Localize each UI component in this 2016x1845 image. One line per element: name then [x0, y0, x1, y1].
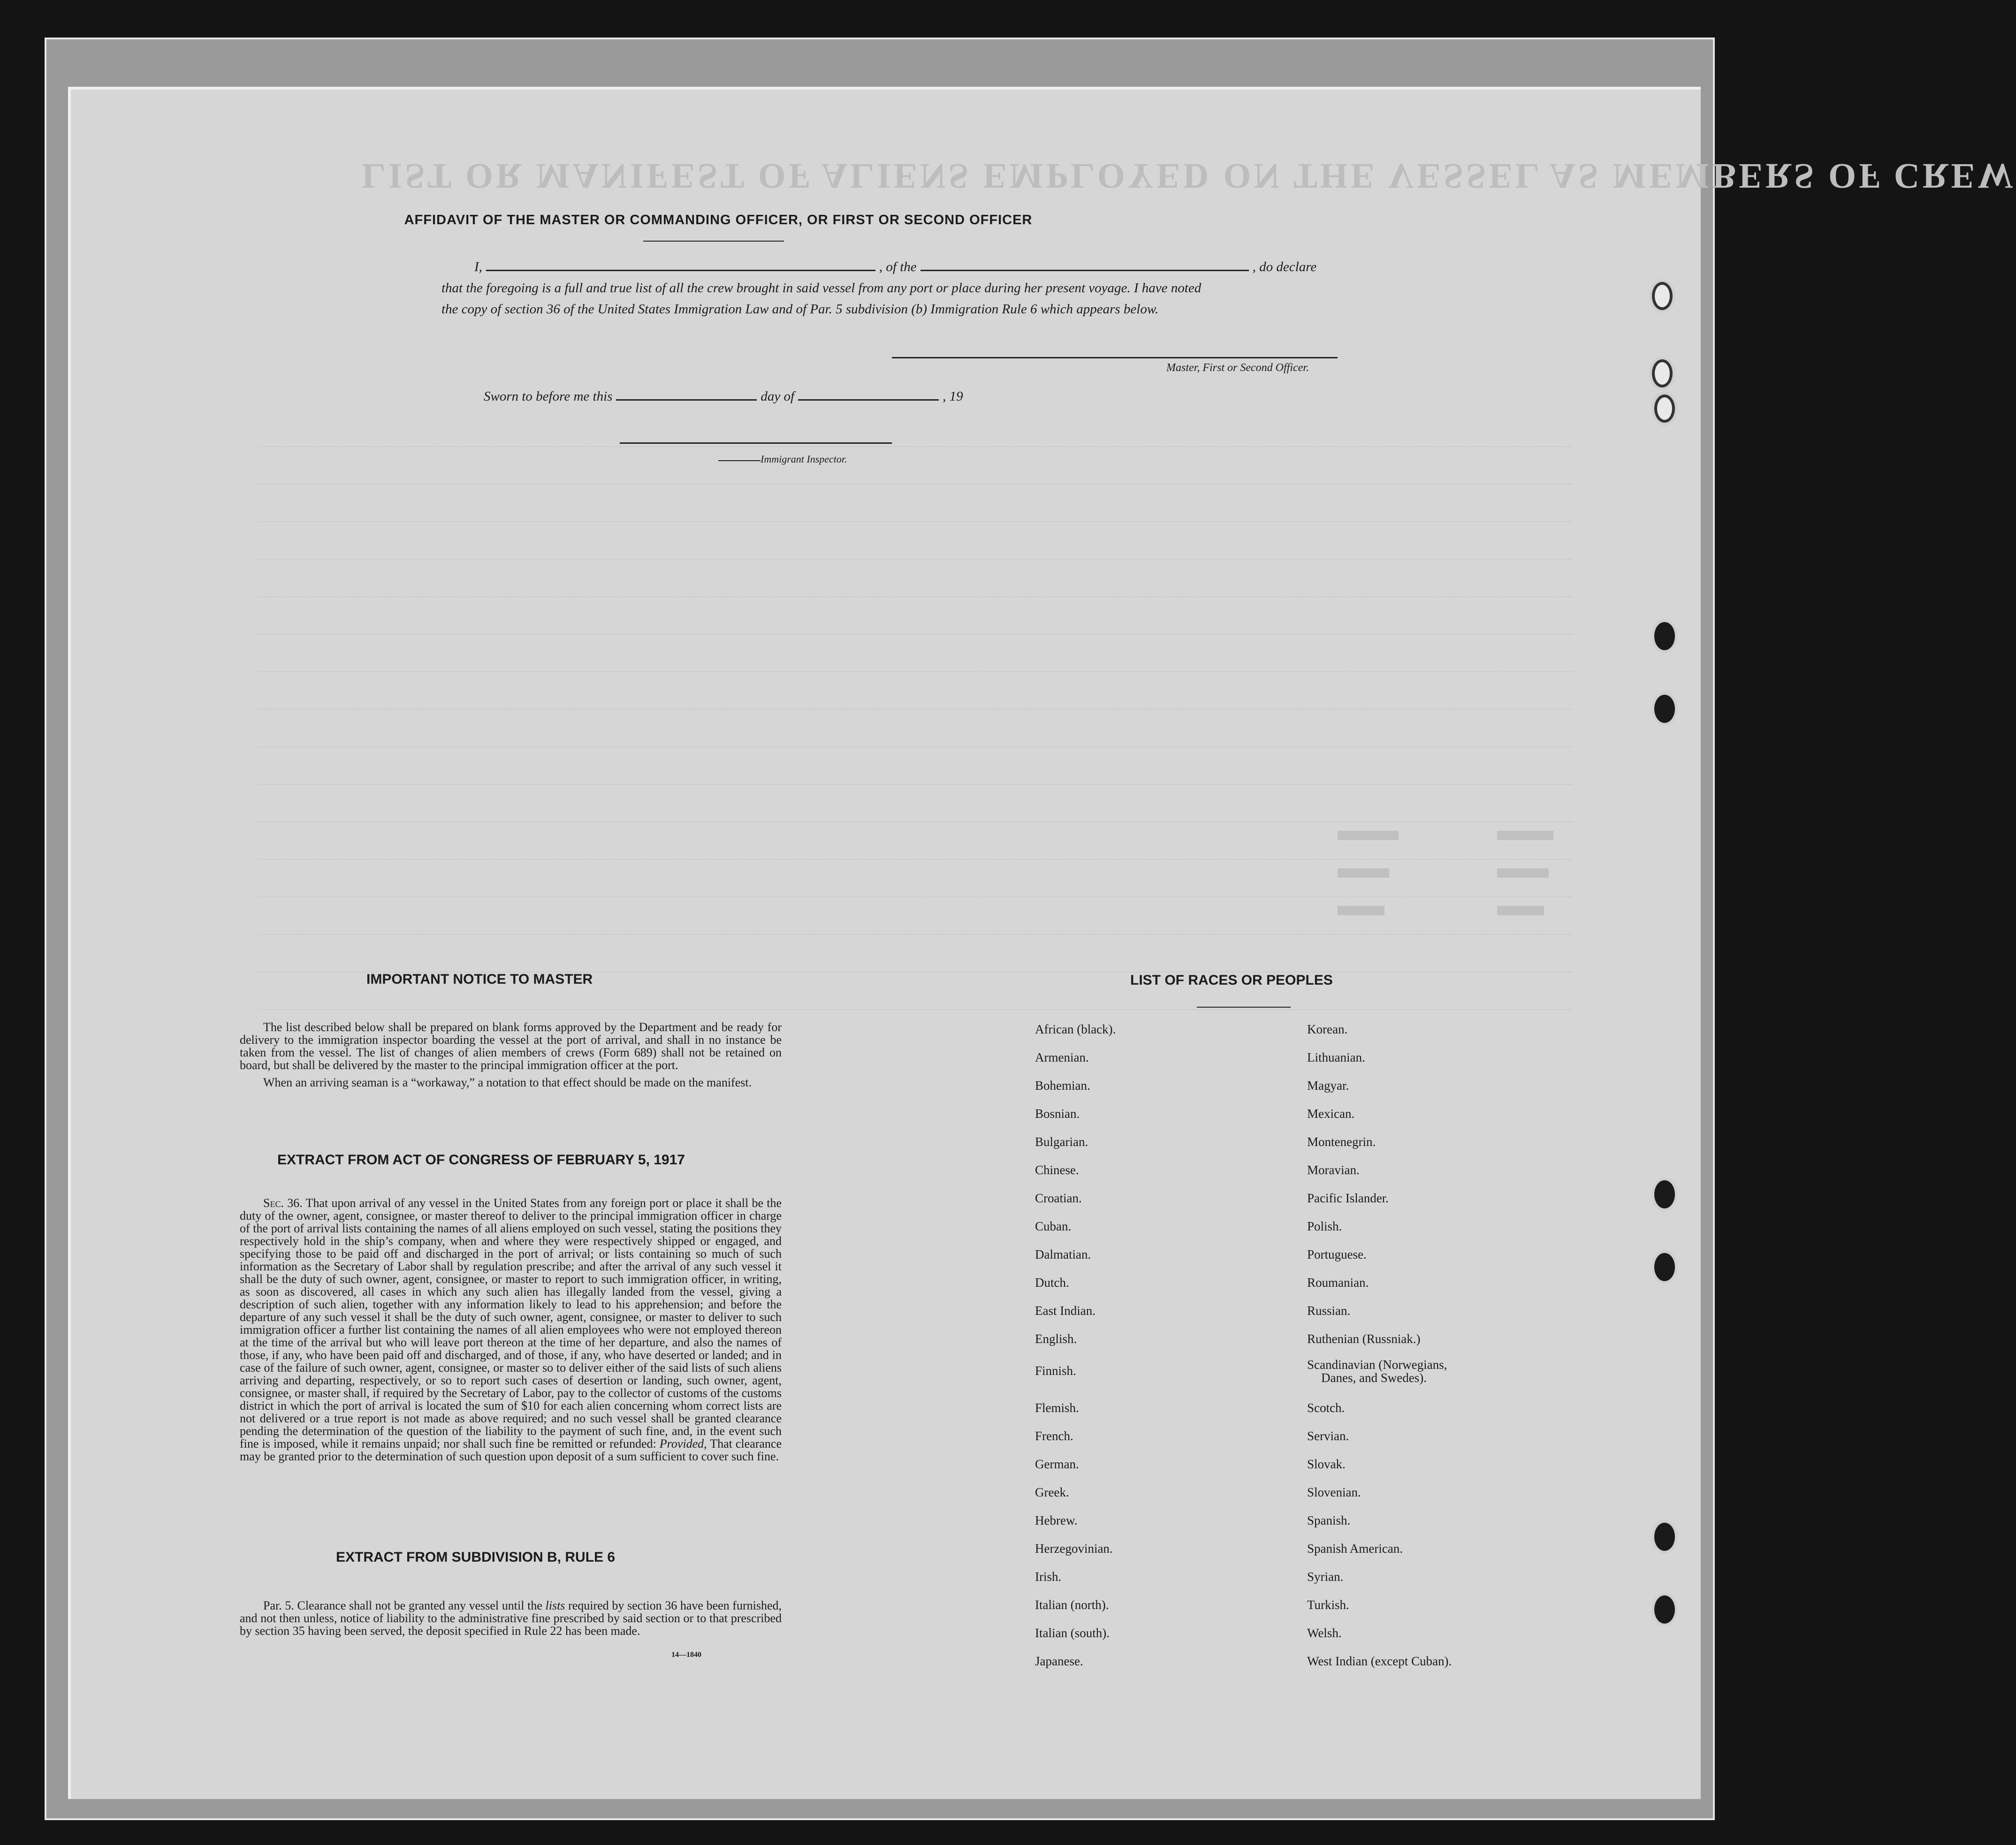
race-item: Polish. — [1307, 1219, 1342, 1233]
race-item: Bulgarian. — [1035, 1135, 1088, 1149]
race-item: Hebrew. — [1035, 1513, 1078, 1527]
races-title-underline — [1197, 1007, 1291, 1008]
signature-line — [892, 357, 1338, 358]
ghost-row — [259, 784, 1572, 796]
race-item: French. — [1035, 1429, 1073, 1443]
race-item-continuation: Danes, and Swedes). — [1321, 1371, 1427, 1385]
race-item: Scandinavian (Norwegians, — [1307, 1358, 1447, 1372]
act-title: EXTRACT FROM ACT OF CONGRESS OF FEBRUARY 5, 1917 — [277, 1152, 685, 1168]
race-item: Mexican. — [1307, 1107, 1355, 1121]
race-item: Italian (south). — [1035, 1626, 1110, 1640]
race-item: Moravian. — [1307, 1163, 1360, 1177]
race-item: Servian. — [1307, 1429, 1349, 1443]
title-underline — [643, 241, 784, 242]
race-item: Japanese. — [1035, 1654, 1083, 1668]
affidavit-of-label: , of the — [879, 259, 917, 274]
binder-hole — [1654, 395, 1675, 423]
ghost-row — [259, 634, 1572, 646]
day-of-label: day of — [761, 389, 795, 404]
race-item: Dutch. — [1035, 1276, 1069, 1290]
manifest-page — [68, 87, 2016, 1799]
sworn-label: Sworn to before me this — [484, 389, 613, 404]
binder-hole — [1654, 1523, 1675, 1551]
race-item: Spanish. — [1307, 1513, 1351, 1527]
rule-text-b: required by section 36 have been furnished, and not then unless, notice of liability to the administrative fine prescribed by said section or to that prescribed by section 35 having been served, the deposit specified in Rule 22 has been made. — [240, 1599, 782, 1638]
races-title: LIST OF RACES OR PEOPLES — [1130, 972, 1333, 988]
inspector-lead-line — [718, 460, 761, 461]
ghost-row — [259, 746, 1572, 759]
ghost-row — [259, 446, 1572, 458]
ghost-mark — [1338, 868, 1389, 878]
rule-title: EXTRACT FROM SUBDIVISION B, RULE 6 — [336, 1549, 616, 1565]
race-item: African (black). — [1035, 1022, 1116, 1036]
form-number: 14—1840 — [671, 1651, 701, 1659]
section-label: Sec. 36. — [263, 1196, 303, 1210]
vessel-name-blank — [921, 268, 1249, 271]
rule-body — [240, 1599, 782, 1637]
ghost-row — [259, 1009, 1572, 1021]
race-item: Flemish. — [1035, 1401, 1079, 1415]
race-item: Irish. — [1035, 1570, 1062, 1584]
binder-hole — [1654, 1595, 1675, 1624]
race-item: Croatian. — [1035, 1191, 1082, 1205]
notice-body — [240, 1021, 782, 1089]
ghost-mark — [1338, 831, 1399, 840]
race-item: Bohemian. — [1035, 1078, 1090, 1093]
race-item: English. — [1035, 1332, 1077, 1346]
rule-lists-word: lists — [545, 1599, 565, 1612]
ghost-row — [259, 709, 1572, 721]
race-item: Slovenian. — [1307, 1485, 1361, 1499]
race-item: West Indian (except Cuban). — [1307, 1654, 1452, 1668]
race-item: Lithuanian. — [1307, 1050, 1365, 1064]
race-item: Spanish American. — [1307, 1541, 1403, 1556]
race-item: Herzegovinian. — [1035, 1541, 1113, 1556]
race-item: Armenian. — [1035, 1050, 1089, 1064]
act-section-36 — [240, 1197, 782, 1463]
race-item: Cuban. — [1035, 1219, 1072, 1233]
binder-hole — [1654, 695, 1675, 723]
master-name-blank — [486, 268, 875, 271]
sworn-day-blank — [616, 397, 757, 401]
sworn-month-blank — [798, 397, 939, 401]
affidavit-line-3: the copy of section 36 of the United States Immigration Law and of Par. 5 subdivision (b) Immigration Rule 6 which appears below. — [441, 302, 1159, 317]
bleed-through — [71, 90, 2016, 1799]
signature-label: Master, First or Second Officer. — [1166, 362, 1309, 374]
race-item: Bosnian. — [1035, 1107, 1080, 1121]
race-item: Finnish. — [1035, 1364, 1076, 1378]
race-item: Magyar. — [1307, 1078, 1349, 1093]
race-item: Italian (north). — [1035, 1598, 1109, 1612]
race-item: Russian. — [1307, 1304, 1351, 1318]
race-item: Scotch. — [1307, 1401, 1345, 1415]
race-item: Chinese. — [1035, 1163, 1079, 1177]
notice-paragraph-1: The list described below shall be prepared on blank forms approved by the Department and be ready for delivery to the immigration inspector boarding the vessel at the port of arrival, and shall in no instance be taken from the vessel. The list of changes of alien members of crews (Form 689) shall not be retained on board, but shall be delivered by the master to the principal immigration officer at the port. — [240, 1020, 782, 1072]
race-item: Syrian. — [1307, 1570, 1344, 1584]
provided-text: That clearance may be granted prior to the determination of such question upon deposit of a sum sufficient to cover such fine. — [240, 1437, 782, 1463]
notice-paragraph-2: When an arriving seaman is a “workaway,” a notation to that effect should be made on the manifest. — [263, 1076, 752, 1089]
race-item: Slovak. — [1307, 1457, 1346, 1471]
race-item: Greek. — [1035, 1485, 1069, 1499]
notice-title: IMPORTANT NOTICE TO MASTER — [366, 972, 593, 987]
binder-hole — [1652, 359, 1673, 387]
affidavit-title: AFFIDAVIT OF THE MASTER OR COMMANDING OFFICER, OR FIRST OR SECOND OFFICER — [404, 213, 1033, 228]
binder-hole — [1654, 1180, 1675, 1208]
rule-paragraph — [240, 1599, 782, 1637]
ghost-mark — [1497, 906, 1544, 915]
act-body — [240, 1197, 782, 1463]
ghost-row — [259, 596, 1572, 608]
affidavit-declare-label: , do declare — [1252, 259, 1317, 274]
sworn-line — [484, 389, 963, 404]
ghost-row — [259, 521, 1572, 533]
affidavit-line-2: that the foregoing is a full and true list of all the crew brought in said vessel from any port or place during her present voyage. I have noted — [441, 281, 1202, 296]
race-item: Korean. — [1307, 1022, 1348, 1036]
binder-hole — [1652, 282, 1673, 310]
section-text: That upon arrival of any vessel in the United States from any foreign port or place it shall be the duty of the owner, agent, consignee, or master thereof to deliver to the principal immigration officer in charge of the port of arrival lists containing the names of all aliens employed on such vessel, stating the positions they respectively hold in the ship’s company, when and where they were respectively shipped or engaged, and specifying those to be paid off and discharged in the port of arrival; or lists containing so much of such information as the Secretary of Labor shall by regulation prescribe; and after the arrival of any such vessel it shall be the duty of such owner, agent, consignee, or master to report to such immigration officer, in writing, as soon as discovered, all cases in which any such alien has illegally landed from the vessel, giving a description of such alien, together with any information likely to lead to his apprehension; and before the departure of any such vessel it shall be the duty of such owner, agent, consignee, or master to deliver to such immigration officer a further list containing the names of all alien employees who were not employed thereon at the time of the arrival but who will leave port thereon at the time of her departure, and also the names of those, if any, who have been paid off and discharged, and of those, if any, who have deserted or landed; and in case of the failure of such owner, agent, consignee, or master so to deliver either of the said lists of such aliens arriving and departing, respectively, or so to report such cases of desertion or landing, such owner, agent, consignee, or master shall, if required by the Secretary of Labor, pay to the collector of customs of the customs district in which the port of arrival is located the sum of $10 for each alien concerning whom correct lists are not delivered or a true report is not made as above required; and no such vessel shall be granted clearance pending the determination of the question of the liability to the payment of such fine, and, in the event such fine is imposed, while it remains unpaid; nor shall such fine be remitted or refunded: — [240, 1196, 782, 1450]
affidavit-declare-line — [474, 259, 1316, 275]
race-item: Welsh. — [1307, 1626, 1342, 1640]
ghost-row — [259, 559, 1572, 571]
ghost-row — [259, 934, 1572, 946]
affidavit-i-label: I, — [474, 259, 482, 274]
race-item: Ruthenian (Russniak.) — [1307, 1332, 1421, 1346]
race-item: Turkish. — [1307, 1598, 1349, 1612]
ghost-mark — [1338, 906, 1385, 915]
ghost-mark — [1497, 868, 1549, 878]
race-item: Roumanian. — [1307, 1276, 1369, 1290]
ghost-mark — [1497, 831, 1553, 840]
race-item: East Indian. — [1035, 1304, 1095, 1318]
provided-label: Provided, — [659, 1437, 707, 1450]
race-item: German. — [1035, 1457, 1079, 1471]
ghost-heading: LIST OR MANIFEST OF ALIENS EMPLOYED ON THE VESSEL AS MEMBERS OF CREW — [362, 156, 2016, 196]
rule-text-a: Par. 5. Clearance shall not be granted any vessel until the — [263, 1599, 542, 1612]
ghost-row — [259, 671, 1572, 683]
race-item: Portuguese. — [1307, 1247, 1367, 1261]
inspector-label: Immigrant Inspector. — [761, 453, 847, 465]
race-item: Dalmatian. — [1035, 1247, 1091, 1261]
binder-hole — [1654, 622, 1675, 650]
ghost-row — [259, 484, 1572, 496]
inspector-signature-line — [620, 442, 892, 444]
binder-hole — [1654, 1253, 1675, 1281]
year-prefix-label: , 19 — [943, 389, 963, 404]
race-item: Pacific Islander. — [1307, 1191, 1389, 1205]
race-item: Montenegrin. — [1307, 1135, 1376, 1149]
